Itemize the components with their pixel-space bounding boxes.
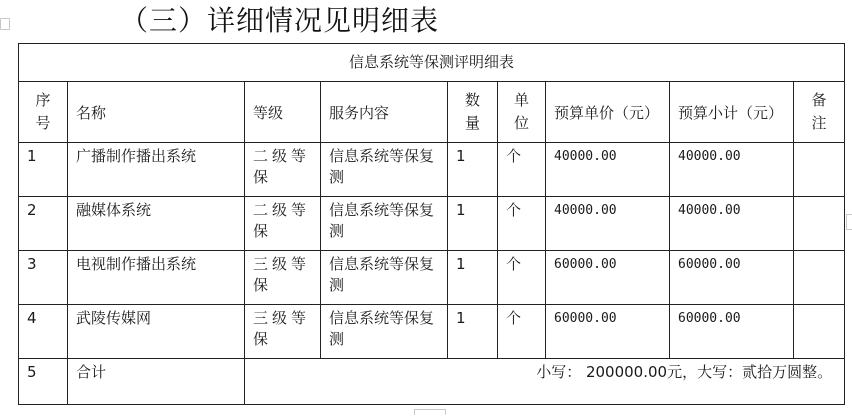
cell-remark bbox=[794, 197, 845, 251]
header-seq: 序 号 bbox=[19, 82, 68, 143]
cell-qty: 1 bbox=[448, 251, 498, 305]
cell-qty: 1 bbox=[448, 143, 498, 197]
cell-level: 二级等保 bbox=[245, 197, 321, 251]
cell-unit-price: 60000.00 bbox=[546, 251, 670, 305]
cell-service: 信息系统等保复测 bbox=[321, 305, 448, 359]
cell-service: 信息系统等保复测 bbox=[321, 197, 448, 251]
margin-marker bbox=[0, 18, 10, 30]
cell-seq: 3 bbox=[19, 251, 68, 305]
cell-subtotal: 40000.00 bbox=[670, 197, 794, 251]
cell-subtotal: 60000.00 bbox=[670, 251, 794, 305]
section-heading: （三）详细情况见明细表 bbox=[120, 4, 440, 37]
cell-unit-price: 60000.00 bbox=[546, 305, 670, 359]
header-subtotal: 预算小计（元） bbox=[670, 82, 794, 143]
cell-level: 二级等保 bbox=[245, 143, 321, 197]
header-unit: 单 位 bbox=[498, 82, 546, 143]
cell-unit: 个 bbox=[498, 143, 546, 197]
cell-level: 三级等保 bbox=[245, 305, 321, 359]
cell-qty: 1 bbox=[448, 197, 498, 251]
cell-unit-price: 40000.00 bbox=[546, 197, 670, 251]
cell-seq: 1 bbox=[19, 143, 68, 197]
cell-subtotal: 40000.00 bbox=[670, 143, 794, 197]
cell-service: 信息系统等保复测 bbox=[321, 143, 448, 197]
header-unit-price: 预算单价（元） bbox=[546, 82, 670, 143]
table-title: 信息系统等保测评明细表 bbox=[19, 44, 845, 82]
cell-remark bbox=[794, 143, 845, 197]
total-label: 合计 bbox=[68, 359, 245, 405]
total-row bbox=[19, 359, 845, 405]
detail-table bbox=[18, 43, 845, 405]
cell-unit: 个 bbox=[498, 197, 546, 251]
table-row bbox=[19, 305, 845, 359]
cell-service: 信息系统等保复测 bbox=[321, 251, 448, 305]
table-row bbox=[19, 197, 845, 251]
cell-subtotal: 60000.00 bbox=[670, 305, 794, 359]
table-header-row bbox=[19, 82, 845, 143]
cell-seq: 2 bbox=[19, 197, 68, 251]
header-level: 等级 bbox=[245, 82, 321, 143]
cell-unit-price: 40000.00 bbox=[546, 143, 670, 197]
cell-unit: 个 bbox=[498, 251, 546, 305]
cell-remark bbox=[794, 305, 845, 359]
cell-name: 武陵传媒网 bbox=[68, 305, 245, 359]
table-row bbox=[19, 143, 845, 197]
cell-seq: 5 bbox=[19, 359, 68, 405]
cell-name: 广播制作播出系统 bbox=[68, 143, 245, 197]
header-name: 名称 bbox=[68, 82, 245, 143]
cell-seq: 4 bbox=[19, 305, 68, 359]
cell-remark bbox=[794, 251, 845, 305]
margin-marker bbox=[846, 214, 852, 230]
cell-name: 电视制作播出系统 bbox=[68, 251, 245, 305]
cell-qty: 1 bbox=[448, 305, 498, 359]
cell-unit: 个 bbox=[498, 305, 546, 359]
header-qty: 数 量 bbox=[448, 82, 498, 143]
total-amount: 小写： 200000.00元，大写：贰拾万圆整。 bbox=[245, 359, 845, 405]
cell-level: 三级等保 bbox=[245, 251, 321, 305]
cell-name: 融媒体系统 bbox=[68, 197, 245, 251]
table-row bbox=[19, 251, 845, 305]
header-remark: 备 注 bbox=[794, 82, 845, 143]
header-service: 服务内容 bbox=[321, 82, 448, 143]
margin-marker bbox=[414, 409, 446, 415]
